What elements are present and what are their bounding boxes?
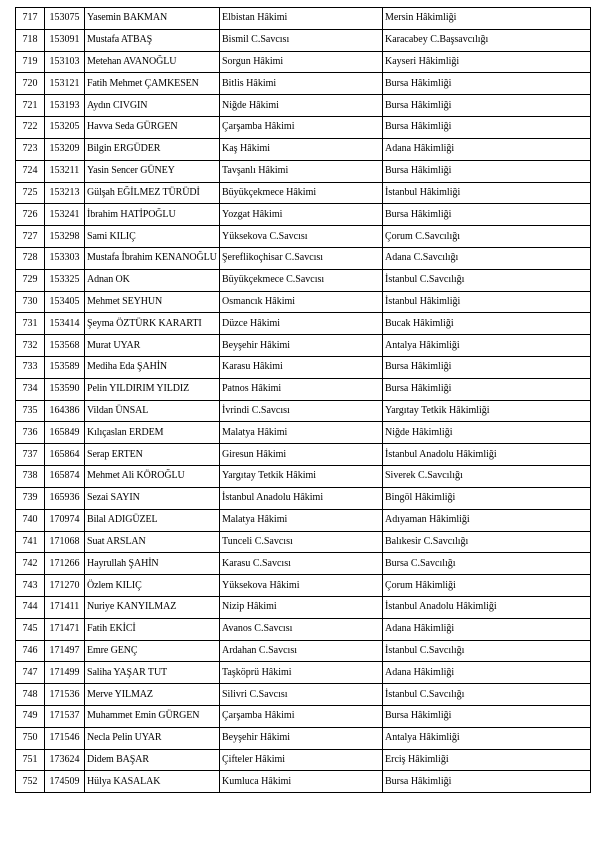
person-name-cell: Kılıçaslan ERDEM [85, 422, 220, 444]
table-row [16, 8, 591, 30]
row-number-cell: 730 [16, 291, 45, 313]
new-post-cell: Bingöl Hâkimliği [383, 487, 591, 509]
person-name-cell: Mediha Eda ŞAHİN [85, 357, 220, 379]
person-name-cell: Saliha YAŞAR TUT [85, 662, 220, 684]
table-row [16, 29, 591, 51]
new-post-cell: Balıkesir C.Savcılığı [383, 531, 591, 553]
current-post-cell: Kumluca Hâkimi [220, 771, 383, 793]
row-number-cell: 749 [16, 706, 45, 728]
new-post-cell: Bursa Hâkimliği [383, 706, 591, 728]
registry-number-cell: 153205 [45, 117, 85, 139]
registry-number-cell: 153091 [45, 29, 85, 51]
row-number-cell: 729 [16, 269, 45, 291]
current-post-cell: Büyükçekmece C.Savcısı [220, 269, 383, 291]
table-row [16, 269, 591, 291]
new-post-cell: Mersin Hâkimliği [383, 8, 591, 30]
row-number-cell: 720 [16, 73, 45, 95]
registry-number-cell: 165864 [45, 444, 85, 466]
new-post-cell: İstanbul C.Savcılığı [383, 269, 591, 291]
person-name-cell: Bilgin ERGÜDER [85, 138, 220, 160]
table-row [16, 357, 591, 379]
row-number-cell: 740 [16, 509, 45, 531]
new-post-cell: Adana Hâkimliği [383, 662, 591, 684]
current-post-cell: İvrindi C.Savcısı [220, 400, 383, 422]
table-row [16, 575, 591, 597]
person-name-cell: Muhammet Emin GÜRGEN [85, 706, 220, 728]
current-post-cell: Malatya Hâkimi [220, 509, 383, 531]
registry-number-cell: 171068 [45, 531, 85, 553]
registry-number-cell: 170974 [45, 509, 85, 531]
person-name-cell: Özlem KILIÇ [85, 575, 220, 597]
row-number-cell: 745 [16, 618, 45, 640]
table-body [16, 8, 591, 793]
table-row [16, 727, 591, 749]
person-name-cell: Fatih Mehmet ÇAMKESEN [85, 73, 220, 95]
current-post-cell: Beyşehir Hâkimi [220, 335, 383, 357]
table-row [16, 771, 591, 793]
table-row [16, 247, 591, 269]
row-number-cell: 727 [16, 226, 45, 248]
current-post-cell: İstanbul Anadolu Hâkimi [220, 487, 383, 509]
registry-number-cell: 153121 [45, 73, 85, 95]
row-number-cell: 728 [16, 247, 45, 269]
current-post-cell: Tunceli C.Savcısı [220, 531, 383, 553]
table-row [16, 95, 591, 117]
person-name-cell: Merve YILMAZ [85, 684, 220, 706]
row-number-cell: 731 [16, 313, 45, 335]
person-name-cell: Necla Pelin UYAR [85, 727, 220, 749]
row-number-cell: 723 [16, 138, 45, 160]
registry-number-cell: 165874 [45, 466, 85, 488]
person-name-cell: Pelin YILDIRIM YILDIZ [85, 378, 220, 400]
current-post-cell: Yozgat Hâkimi [220, 204, 383, 226]
row-number-cell: 733 [16, 357, 45, 379]
row-number-cell: 744 [16, 596, 45, 618]
current-post-cell: Sorgun Hâkimi [220, 51, 383, 73]
table-row [16, 400, 591, 422]
table-row [16, 749, 591, 771]
table-row [16, 73, 591, 95]
registry-number-cell: 171497 [45, 640, 85, 662]
row-number-cell: 719 [16, 51, 45, 73]
row-number-cell: 735 [16, 400, 45, 422]
person-name-cell: Sami KILIÇ [85, 226, 220, 248]
registry-number-cell: 171499 [45, 662, 85, 684]
new-post-cell: Bucak Hâkimliği [383, 313, 591, 335]
current-post-cell: Giresun Hâkimi [220, 444, 383, 466]
new-post-cell: Bursa Hâkimliği [383, 95, 591, 117]
person-name-cell: Suat ARSLAN [85, 531, 220, 553]
person-name-cell: Yasemin BAKMAN [85, 8, 220, 30]
table-row [16, 204, 591, 226]
row-number-cell: 718 [16, 29, 45, 51]
registry-number-cell: 165849 [45, 422, 85, 444]
row-number-cell: 734 [16, 378, 45, 400]
person-name-cell: Mehmet SEYHUN [85, 291, 220, 313]
person-name-cell: Mustafa İbrahim KENANOĞLU [85, 247, 220, 269]
table-row [16, 51, 591, 73]
row-number-cell: 736 [16, 422, 45, 444]
current-post-cell: Malatya Hâkimi [220, 422, 383, 444]
person-name-cell: Mustafa ATBAŞ [85, 29, 220, 51]
new-post-cell: Bursa Hâkimliği [383, 73, 591, 95]
new-post-cell: Bursa Hâkimliği [383, 160, 591, 182]
new-post-cell: Siverek C.Savcılığı [383, 466, 591, 488]
table-row [16, 117, 591, 139]
row-number-cell: 739 [16, 487, 45, 509]
person-name-cell: Adnan OK [85, 269, 220, 291]
current-post-cell: Silivri C.Savcısı [220, 684, 383, 706]
registry-number-cell: 153568 [45, 335, 85, 357]
row-number-cell: 743 [16, 575, 45, 597]
table-row [16, 706, 591, 728]
new-post-cell: Bursa Hâkimliği [383, 204, 591, 226]
current-post-cell: Taşköprü Hâkimi [220, 662, 383, 684]
current-post-cell: Tavşanlı Hâkimi [220, 160, 383, 182]
person-name-cell: Gülşah EĞİLMEZ TÜRÜDİ [85, 182, 220, 204]
current-post-cell: Yargıtay Tetkik Hâkimi [220, 466, 383, 488]
registry-number-cell: 153589 [45, 357, 85, 379]
table-row [16, 509, 591, 531]
current-post-cell: Şereflikoçhisar C.Savcısı [220, 247, 383, 269]
table-row [16, 313, 591, 335]
current-post-cell: Düzce Hâkimi [220, 313, 383, 335]
person-name-cell: Metehan AVANOĞLU [85, 51, 220, 73]
registry-number-cell: 153405 [45, 291, 85, 313]
new-post-cell: Bursa C.Savcılığı [383, 553, 591, 575]
registry-number-cell: 153298 [45, 226, 85, 248]
new-post-cell: Erciş Hâkimliği [383, 749, 591, 771]
current-post-cell: Bitlis Hâkimi [220, 73, 383, 95]
new-post-cell: Niğde Hâkimliği [383, 422, 591, 444]
current-post-cell: Nizip Hâkimi [220, 596, 383, 618]
new-post-cell: Kayseri Hâkimliği [383, 51, 591, 73]
row-number-cell: 732 [16, 335, 45, 357]
current-post-cell: Niğde Hâkimi [220, 95, 383, 117]
table-row [16, 378, 591, 400]
table-row [16, 444, 591, 466]
table-row [16, 684, 591, 706]
new-post-cell: Çorum Hâkimliği [383, 575, 591, 597]
registry-number-cell: 165936 [45, 487, 85, 509]
new-post-cell: Bursa Hâkimliği [383, 117, 591, 139]
table-row [16, 487, 591, 509]
person-name-cell: Fatih EKİCİ [85, 618, 220, 640]
new-post-cell: Yargıtay Tetkik Hâkimliği [383, 400, 591, 422]
table-row [16, 335, 591, 357]
person-name-cell: Nuriye KANYILMAZ [85, 596, 220, 618]
row-number-cell: 746 [16, 640, 45, 662]
row-number-cell: 721 [16, 95, 45, 117]
registry-number-cell: 153075 [45, 8, 85, 30]
new-post-cell: Adıyaman Hâkimliği [383, 509, 591, 531]
new-post-cell: Antalya Hâkimliği [383, 727, 591, 749]
person-name-cell: Sezai SAYIN [85, 487, 220, 509]
new-post-cell: İstanbul Hâkimliği [383, 182, 591, 204]
row-number-cell: 747 [16, 662, 45, 684]
registry-number-cell: 153193 [45, 95, 85, 117]
table-row [16, 466, 591, 488]
table-row [16, 226, 591, 248]
new-post-cell: Çorum C.Savcılığı [383, 226, 591, 248]
row-number-cell: 722 [16, 117, 45, 139]
person-name-cell: Didem BAŞAR [85, 749, 220, 771]
person-name-cell: İbrahim HATİPOĞLU [85, 204, 220, 226]
registry-number-cell: 171546 [45, 727, 85, 749]
registry-number-cell: 173624 [45, 749, 85, 771]
new-post-cell: Bursa Hâkimliği [383, 378, 591, 400]
table-row [16, 291, 591, 313]
person-name-cell: Yasin Sencer GÜNEY [85, 160, 220, 182]
row-number-cell: 741 [16, 531, 45, 553]
registry-number-cell: 171270 [45, 575, 85, 597]
current-post-cell: Çarşamba Hâkimi [220, 706, 383, 728]
new-post-cell: Adana Hâkimliği [383, 138, 591, 160]
table-row [16, 662, 591, 684]
new-post-cell: İstanbul Hâkimliği [383, 291, 591, 313]
table-row [16, 596, 591, 618]
registry-number-cell: 153213 [45, 182, 85, 204]
new-post-cell: Adana C.Savcılığı [383, 247, 591, 269]
table-row [16, 618, 591, 640]
registry-number-cell: 153211 [45, 160, 85, 182]
table-row [16, 640, 591, 662]
current-post-cell: Osmancık Hâkimi [220, 291, 383, 313]
registry-number-cell: 153325 [45, 269, 85, 291]
new-post-cell: Bursa Hâkimliği [383, 357, 591, 379]
table-row [16, 182, 591, 204]
registry-number-cell: 153303 [45, 247, 85, 269]
row-number-cell: 724 [16, 160, 45, 182]
registry-number-cell: 171471 [45, 618, 85, 640]
row-number-cell: 742 [16, 553, 45, 575]
current-post-cell: Avanos C.Savcısı [220, 618, 383, 640]
table-row [16, 531, 591, 553]
registry-number-cell: 171266 [45, 553, 85, 575]
registry-number-cell: 153241 [45, 204, 85, 226]
current-post-cell: Beyşehir Hâkimi [220, 727, 383, 749]
current-post-cell: Çarşamba Hâkimi [220, 117, 383, 139]
person-name-cell: Serap ERTEN [85, 444, 220, 466]
current-post-cell: Çifteler Hâkimi [220, 749, 383, 771]
row-number-cell: 737 [16, 444, 45, 466]
row-number-cell: 738 [16, 466, 45, 488]
registry-number-cell: 171537 [45, 706, 85, 728]
person-name-cell: Aydın CIVGIN [85, 95, 220, 117]
registry-number-cell: 153209 [45, 138, 85, 160]
new-post-cell: Karacabey C.Başsavcılığı [383, 29, 591, 51]
new-post-cell: İstanbul Anadolu Hâkimliği [383, 596, 591, 618]
person-name-cell: Emre GENÇ [85, 640, 220, 662]
person-name-cell: Mehmet Ali KÖROĞLU [85, 466, 220, 488]
current-post-cell: Karasu Hâkimi [220, 357, 383, 379]
registry-number-cell: 153414 [45, 313, 85, 335]
current-post-cell: Kaş Hâkimi [220, 138, 383, 160]
row-number-cell: 725 [16, 182, 45, 204]
registry-number-cell: 164386 [45, 400, 85, 422]
table-row [16, 422, 591, 444]
current-post-cell: Yüksekova C.Savcısı [220, 226, 383, 248]
current-post-cell: Patnos Hâkimi [220, 378, 383, 400]
person-name-cell: Havva Seda GÜRGEN [85, 117, 220, 139]
new-post-cell: Bursa Hâkimliği [383, 771, 591, 793]
table-row [16, 160, 591, 182]
registry-number-cell: 153103 [45, 51, 85, 73]
registry-number-cell: 153590 [45, 378, 85, 400]
row-number-cell: 752 [16, 771, 45, 793]
new-post-cell: İstanbul Anadolu Hâkimliği [383, 444, 591, 466]
current-post-cell: Karasu C.Savcısı [220, 553, 383, 575]
current-post-cell: Yüksekova Hâkimi [220, 575, 383, 597]
current-post-cell: Bismil C.Savcısı [220, 29, 383, 51]
person-name-cell: Şeyma ÖZTÜRK KARARTI [85, 313, 220, 335]
appointment-table [15, 7, 591, 793]
person-name-cell: Hayrullah ŞAHİN [85, 553, 220, 575]
row-number-cell: 751 [16, 749, 45, 771]
person-name-cell: Murat UYAR [85, 335, 220, 357]
person-name-cell: Hülya KASALAK [85, 771, 220, 793]
current-post-cell: Ardahan C.Savcısı [220, 640, 383, 662]
current-post-cell: Elbistan Hâkimi [220, 8, 383, 30]
current-post-cell: Büyükçekmece Hâkimi [220, 182, 383, 204]
row-number-cell: 750 [16, 727, 45, 749]
new-post-cell: İstanbul C.Savcılığı [383, 684, 591, 706]
row-number-cell: 717 [16, 8, 45, 30]
table-row [16, 138, 591, 160]
registry-number-cell: 171536 [45, 684, 85, 706]
row-number-cell: 748 [16, 684, 45, 706]
table-row [16, 553, 591, 575]
person-name-cell: Bilal ADIGÜZEL [85, 509, 220, 531]
registry-number-cell: 174509 [45, 771, 85, 793]
new-post-cell: Adana Hâkimliği [383, 618, 591, 640]
row-number-cell: 726 [16, 204, 45, 226]
person-name-cell: Vildan ÜNSAL [85, 400, 220, 422]
new-post-cell: İstanbul C.Savcılığı [383, 640, 591, 662]
new-post-cell: Antalya Hâkimliği [383, 335, 591, 357]
registry-number-cell: 171411 [45, 596, 85, 618]
